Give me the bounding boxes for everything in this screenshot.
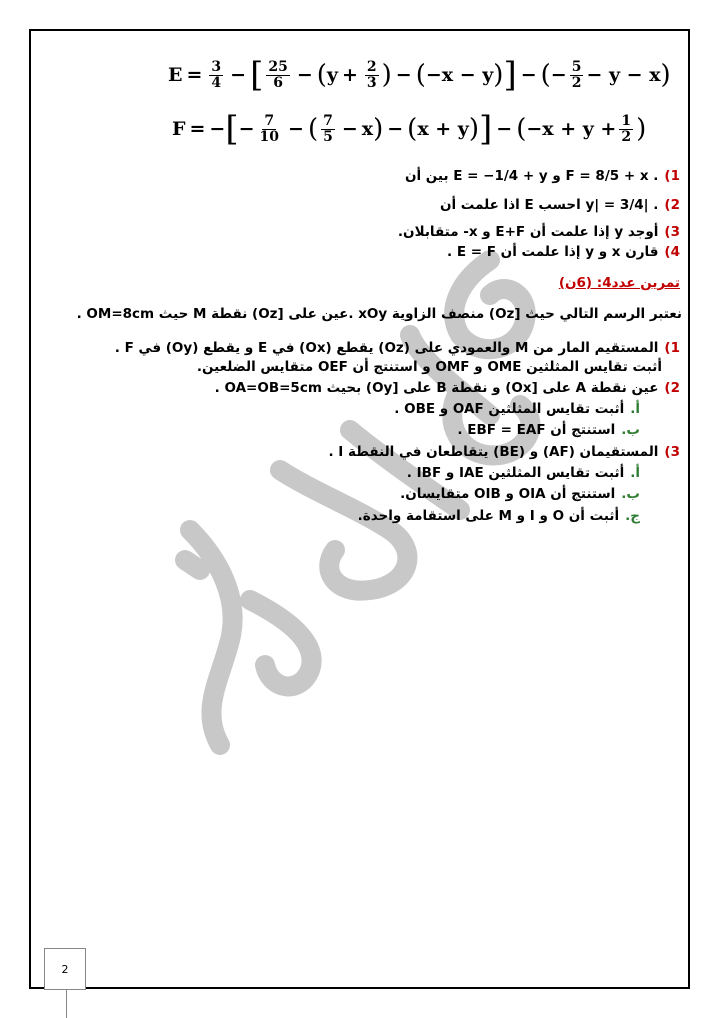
fraction: $\frac{7}{10}$	[259, 112, 280, 145]
fraction: $\frac{5}{2}$	[571, 58, 582, 91]
equation-f-lhs: F	[172, 118, 186, 140]
fraction: $\frac{3}{4}$	[211, 58, 222, 91]
ex2-item: 1)المستقيم المار من M والعمودي على (Oz) يقطع (Ox) في E و يقطع (Oy) في F .	[114, 340, 680, 356]
page-number-line	[66, 990, 67, 1018]
fraction: $\frac{1}{2}$	[621, 112, 632, 145]
ex1-item: 1). F = 8/5 + x و E = −1/4 + y بين أن	[404, 168, 680, 184]
ex2-subitem: ج.أثبت أن O و I و M على استقامة واحدة.	[357, 508, 640, 524]
equation-e: E = $\frac{3}{4}$ − [ $\frac{25}{6}$ − ( y + $\frac{2}{3}$ ) − ( −x − y ) ] − ( − $\frac{5}{2}$ − y − x )	[168, 55, 671, 95]
fraction: $\frac{7}{5}$	[323, 112, 333, 145]
ex1-item: 4)قارن x و y إذا علمت أن E = F .	[446, 244, 680, 260]
equation-e-lhs: E	[168, 64, 183, 86]
fraction: $\frac{25}{6}$	[268, 58, 288, 91]
equation-f: F = − [ − $\frac{7}{10}$ − ( $\frac{7}{5}$ − x ) − ( x + y ) ] − ( −x + y + $\frac{1}{2}$ )	[172, 109, 647, 149]
ex2-subitem: أ.أثبت تقايس المثلثين OAF و OBE .	[394, 401, 640, 417]
ex2-item: أثبت تقايس المثلثين OME و OMF و استنتج أن OEF متقايس الضلعين.	[196, 359, 662, 375]
ex1-item: 3)أوجد y إذا علمت أن E+F و x- متقابلان.	[397, 224, 680, 240]
ex2-subitem: ب.استنتج أن OIA و OIB متقايسان.	[400, 486, 640, 502]
ex2-subitem: أ.أثبت تقايس المثلثين IAE و IBF .	[406, 465, 640, 481]
ex2-subitem: ب.استنتج أن EBF = EAF .	[457, 422, 640, 438]
exercise-intro: نعتبر الرسم التالي حيث [Oz) منصف الزاوية xOy .عين على [Oz) نقطة M حيث OM=8cm .	[76, 306, 682, 322]
page-number: 2	[44, 948, 86, 990]
fraction: $\frac{2}{3}$	[366, 58, 377, 91]
ex1-item: 2). |y| = 3/4 احسب E اذا علمت أن	[439, 197, 680, 213]
exercise-title: تمرين عدد4: (6ن)	[558, 275, 680, 291]
ex2-item: 2)عين نقطة A على [Ox) و نقطة B على [Oy) بحيث OA=OB=5cm .	[214, 380, 680, 396]
ex2-item: 3)المستقيمان (AF) و (BE) يتقاطعان في النقطة I .	[328, 444, 680, 460]
